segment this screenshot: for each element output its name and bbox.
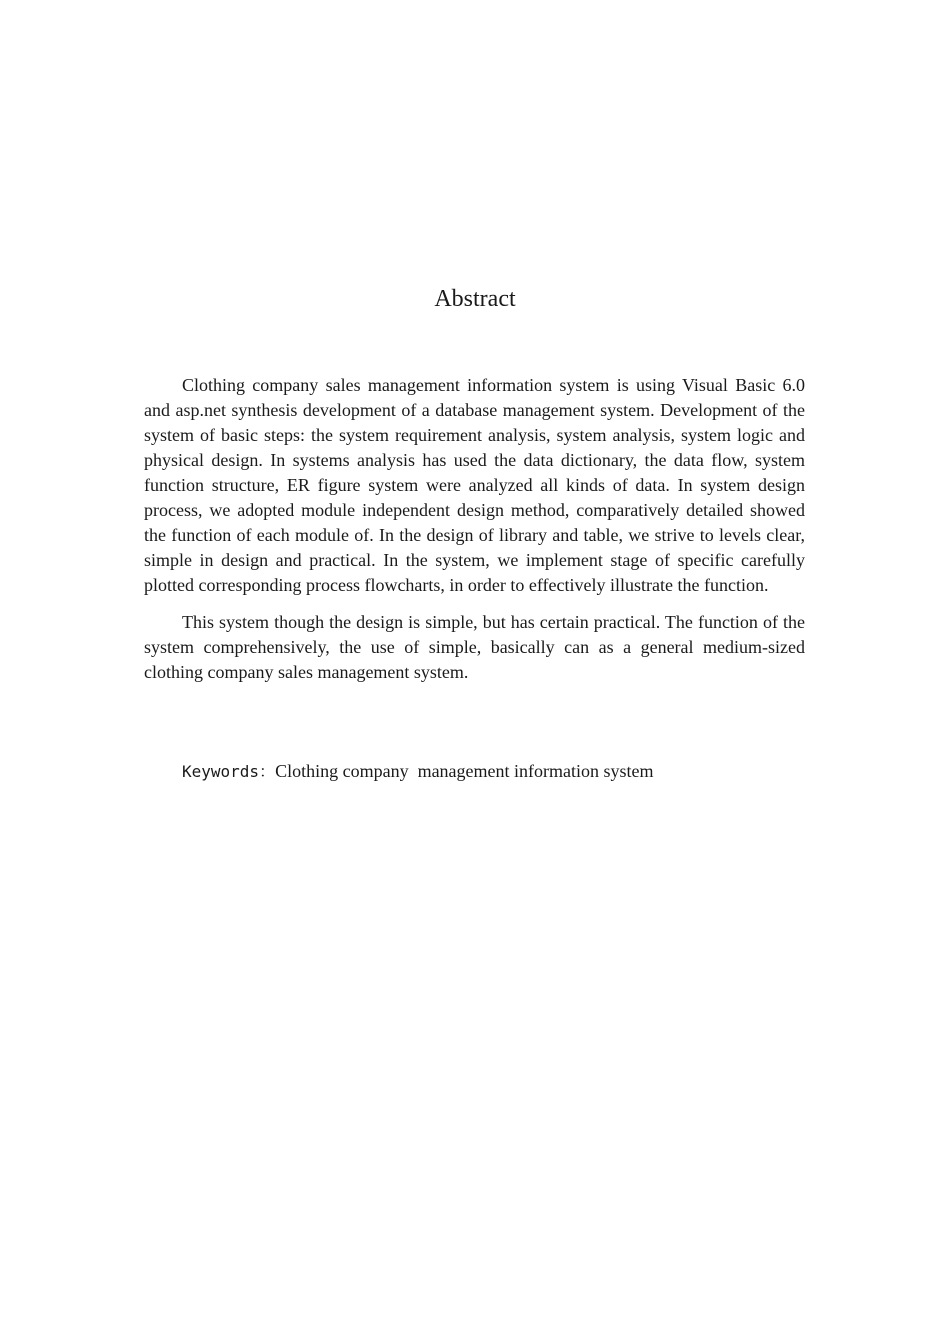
abstract-body xyxy=(144,373,805,697)
abstract-paragraph-1: Clothing company sales management information system is using Visual Basic 6.0 and asp.net synthesis development of a database management system. Development of the system of basic steps: the system requirement analysis, system analysis, system logic and physical design. In systems analysis has used the data dictionary, the data flow, system function structure, ER figure system were analyzed all kinds of data. In system design process, we adopted module independent design method, comparatively detailed showed the function of each module of. In the design of library and table, we strive to levels clear, simple in design and practical. In the system, we implement stage of specific carefully plotted corresponding process flowcharts, in order to effectively illustrate the function. xyxy=(144,375,805,595)
keywords-line xyxy=(182,759,654,784)
keywords-value: Clothing company management information system xyxy=(275,761,654,781)
page-title: Abstract xyxy=(434,286,516,312)
keywords-label: Keywords： xyxy=(182,762,276,781)
abstract-paragraph-2: This system though the design is simple, but has certain practical. The function of the system comprehensively, the use of simple, basically can as a general medium-sized clothing company sales management system. xyxy=(144,612,805,682)
